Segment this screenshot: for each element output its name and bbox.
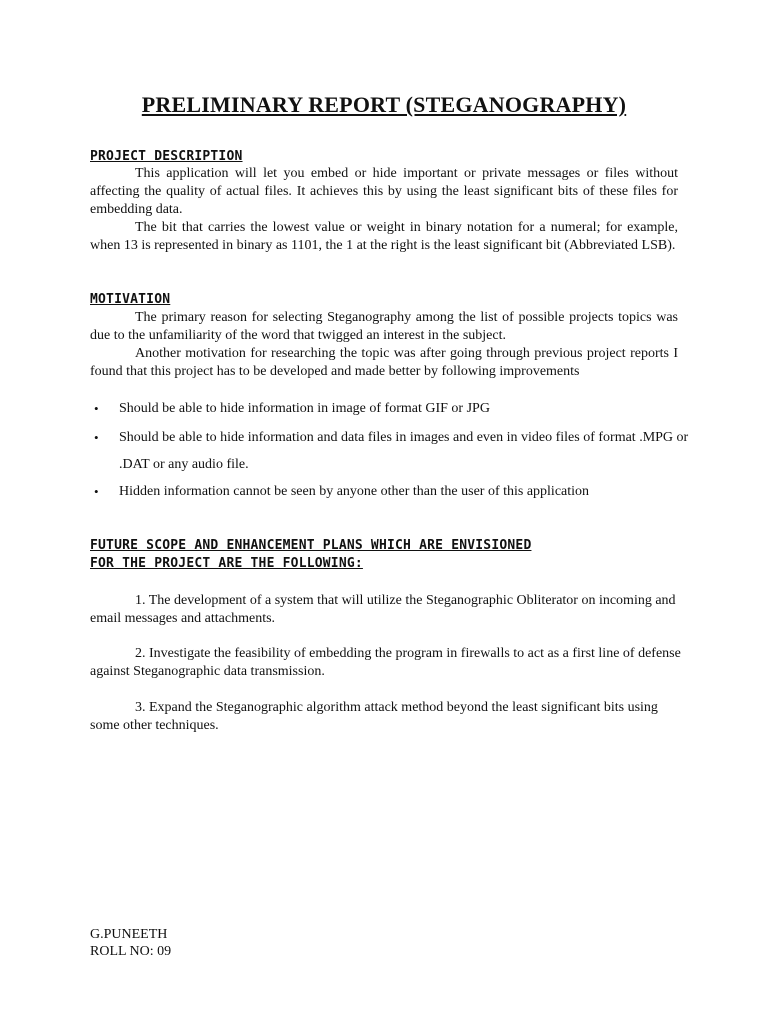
bullet-icon: • (94, 401, 99, 416)
heading-future-scope-line-1: FUTURE SCOPE AND ENHANCEMENT PLANS WHICH ARE ENVISIONED (90, 538, 532, 553)
future-scope-item-text: 3. Expand the Steganographic algorithm attack method beyond the least significant bits using some other techniques. (90, 700, 658, 733)
future-scope-item-1 (90, 592, 690, 628)
list-item-text: Should be able to hide information and data files in images and even in video files of format .MPG or .DAT or any audio file. (119, 430, 689, 472)
motivation-paragraph-1: The primary reason for selecting Steganography among the list of possible projects topics was due to the unfamiliarity of the word that twigged an interest in the subject. (90, 310, 678, 343)
improvements-list (92, 395, 692, 505)
future-scope-item-text: 1. The development of a system that will utilize the Steganographic Obliterator on incoming and email messages and attachments. (90, 593, 676, 626)
list-item-text: Hidden information cannot be seen by anyone other than the user of this application (119, 484, 590, 499)
list-item-text: Should be able to hide information in image of format GIF or JPG (119, 401, 490, 416)
future-scope-item-text: 2. Investigate the feasibility of embedding the program in firewalls to act as a first line of defense against Steganographic data transmission. (90, 646, 681, 679)
heading-project-description: PROJECT DESCRIPTION (90, 149, 243, 164)
project-description-paragraph-2: The bit that carries the lowest value or weight in binary notation for a numeral; for example, when 13 is represented in binary as 1101, the 1 at the right is the least significant bit (Abbreviated LSB). (90, 220, 678, 253)
project-description-paragraph-1: This application will let you embed or hide important or private messages or files without affecting the quality of actual files. It achieves this by using the least significant bits of these files for embedding data. (90, 166, 678, 217)
list-item (92, 478, 692, 505)
future-scope-item-2 (90, 645, 690, 681)
list-item (92, 395, 692, 422)
bullet-icon: • (94, 430, 99, 445)
bullet-icon: • (94, 484, 99, 499)
future-scope-item-3 (90, 699, 690, 735)
page-title: PRELIMINARY REPORT (STEGANOGRAPHY) (141, 92, 627, 117)
author-name: G.PUNEETH (90, 927, 168, 942)
list-item (92, 424, 692, 478)
roll-number: ROLL NO: 09 (90, 944, 172, 959)
heading-motivation: MOTIVATION (90, 292, 171, 307)
heading-future-scope-line-2: FOR THE PROJECT ARE THE FOLLOWING: (90, 556, 363, 571)
motivation-paragraph-2: Another motivation for researching the topic was after going through previous project reports I found that this project has to be developed and made better by following improvements (90, 346, 678, 379)
